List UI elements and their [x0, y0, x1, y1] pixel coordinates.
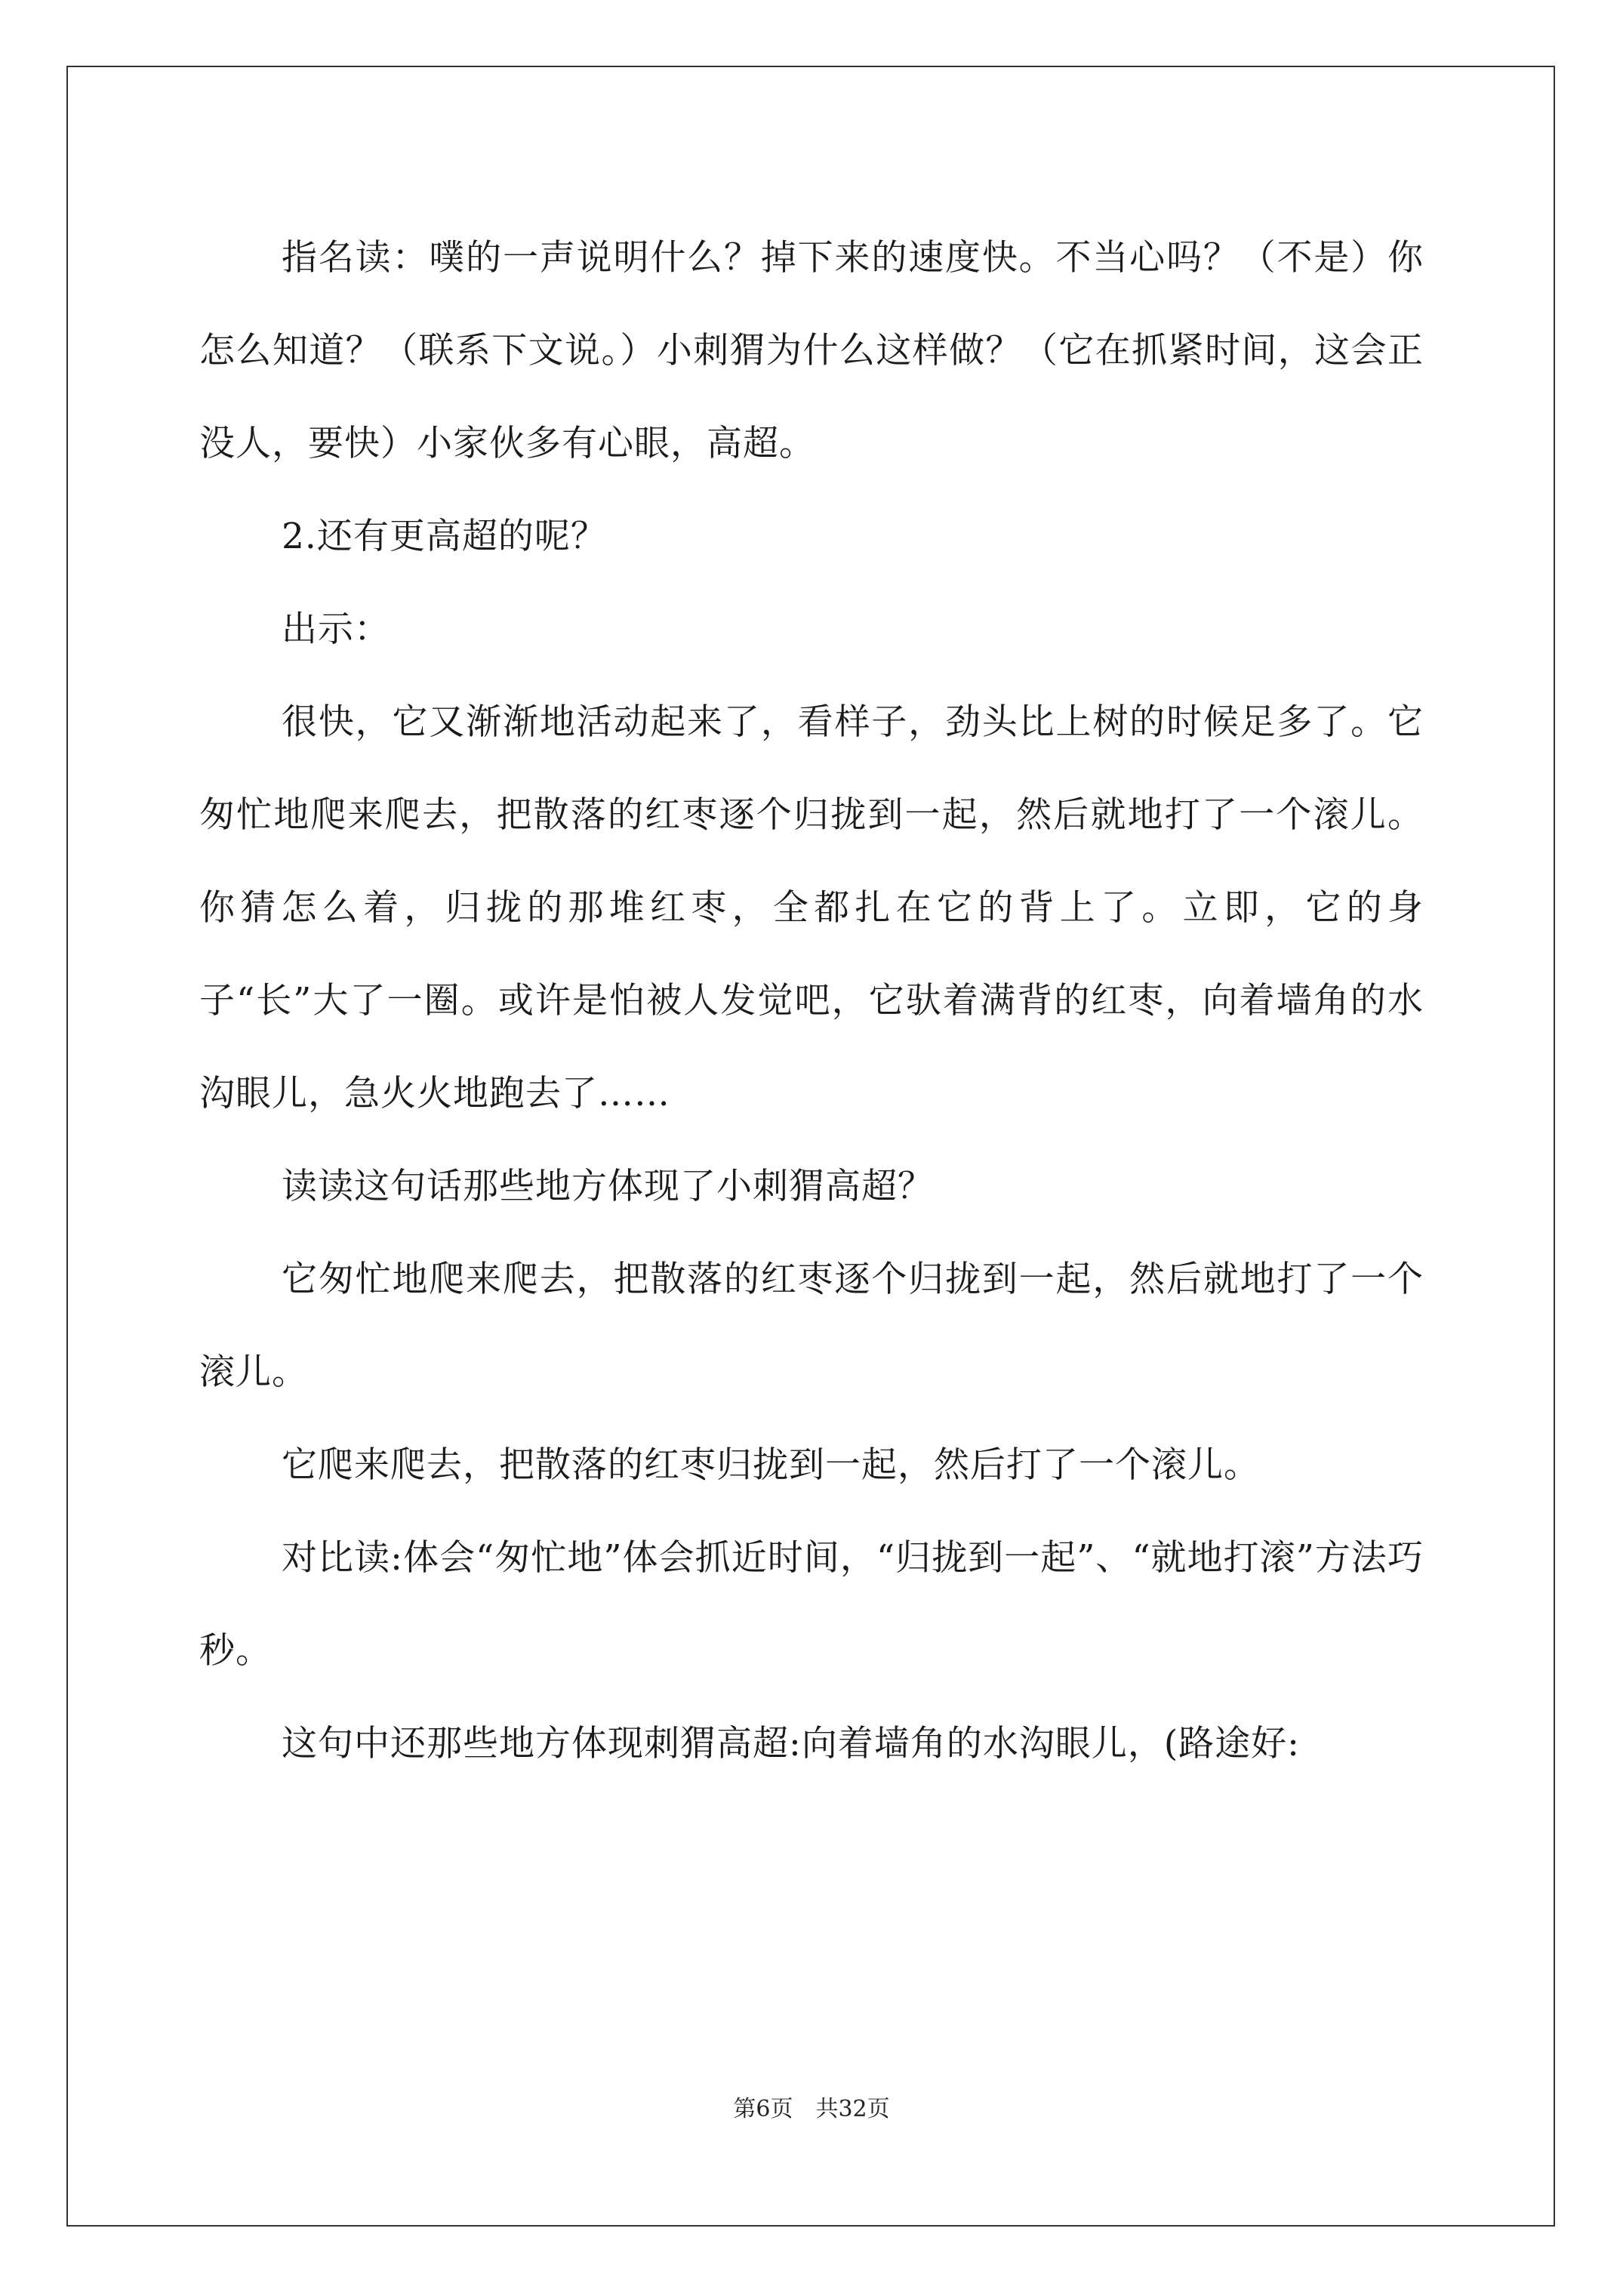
paragraph-9: 这句中还那些地方体现刺猬高超:向着墙角的水沟眼儿，(路途好: [282, 1723, 1301, 1764]
paragraph-7: 它爬来爬去，把散落的红枣归拢到一起，然后打了一个滚儿。 [282, 1444, 1260, 1486]
paragraph-8: 对比读:体会“匆忙地”体会抓近时间，“归拢到一起”、“就地打滚”方法巧秒。 [199, 1537, 1424, 1672]
paragraph-3: 出示： [282, 609, 390, 650]
paragraph-2: 2.还有更高超的呢？ [282, 516, 607, 557]
paragraph-1: 指名读：噗的一声说明什么？掉下来的速度快。不当心吗？（不是）你怎么知道？（联系下文说。）小刺猬为什么这样做？（它在抓紧时间，这会正没人，要快）小家伙多有心眼，高超。 [199, 237, 1424, 464]
document-body [199, 211, 1424, 1790]
paragraph-5: 读读这句话那些地方体现了小刺猬高超？ [282, 1166, 934, 1207]
paragraph-4: 很快，它又渐渐地活动起来了，看样子，劲头比上树的时候足多了。它匆忙地爬来爬去，把散落的红枣逐个归拢到一起，然后就地打了一个滚儿。你猜怎么着，归拢的那堆红枣，全都扎在它的背上了。立即，它的身子“长”大了一圈。或许是怕被人发觉吧，它驮着满背的红枣，向着墙角的水沟眼儿，急火火地跑去了…… [199, 701, 1424, 1114]
page-number-footer: 第6页 共32页 [733, 2096, 890, 2122]
paragraph-6: 它匆忙地爬来爬去，把散落的红枣逐个归拢到一起，然后就地打了一个滚儿。 [199, 1259, 1424, 1393]
